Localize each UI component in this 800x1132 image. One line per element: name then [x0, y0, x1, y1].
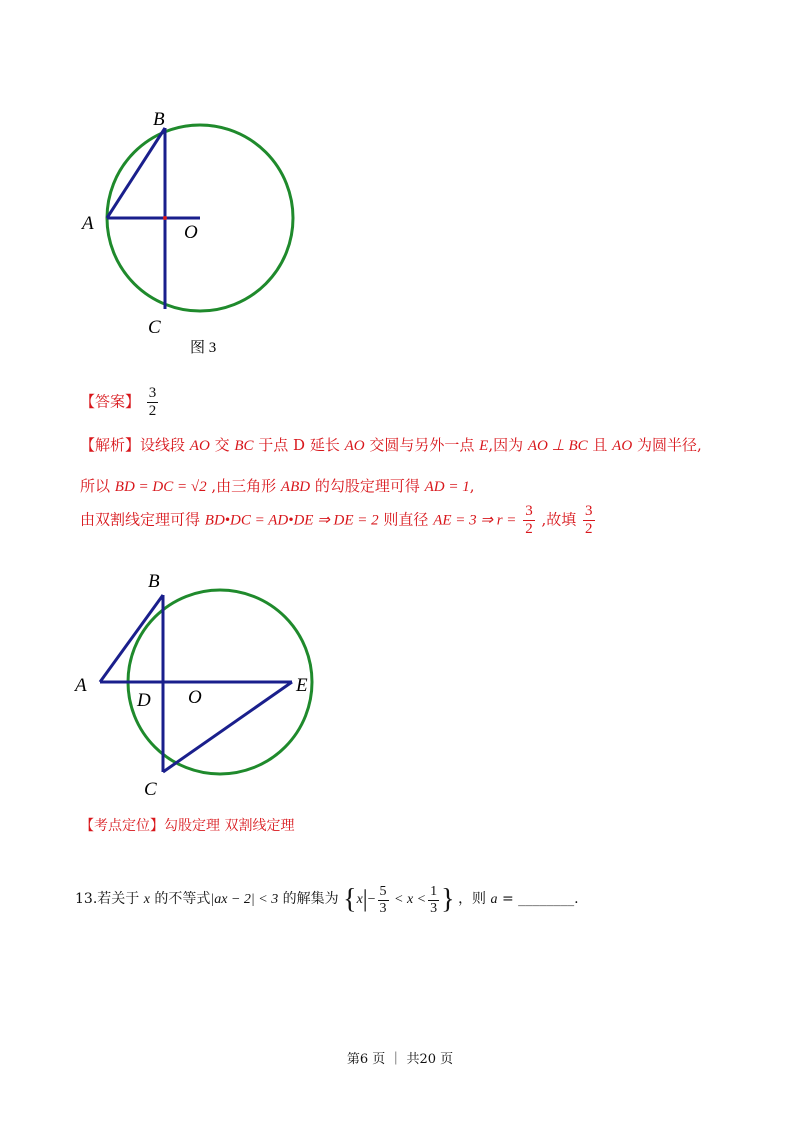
figure1-center-dot: [163, 216, 167, 220]
figure1-label-c: C: [148, 317, 161, 338]
answer-blank[interactable]: ________.: [518, 891, 579, 908]
figure-3-diagram: [60, 95, 320, 365]
figure2-label-o: O: [188, 687, 202, 708]
analysis-line-3: 由双割线定理可得 BD•DC = AD•DE ⇒ DE = 2 则直径 AE = 3 ⇒ r = $\frac{3}{2}$ ,故填 $\frac{3}{2}$: [80, 503, 593, 537]
figure2-label-b: B: [148, 571, 160, 592]
figure2-label-c: C: [144, 779, 157, 800]
analysis-line-1: 【解析】设线段 AO 交 BC 于点 D 延长 AO 交圆与另外一点 E,因为 AO ⊥ BC 且 AO 为圆半径,: [80, 436, 702, 454]
answer-fraction: $\frac{3}{2}$: [148, 385, 157, 419]
figure1-label-o: O: [184, 222, 198, 243]
answer-line: [80, 386, 160, 419]
figure2-label-e: E: [296, 675, 308, 696]
figure2-segment-ab: [100, 595, 163, 682]
kaodian-text: 勾股定理 双割线定理: [164, 818, 295, 834]
figure1-segment-ab: [107, 128, 165, 218]
figure2-label-d: D: [137, 690, 151, 711]
figure2-label-a: A: [75, 675, 87, 696]
solution-set: {x|− $\frac{5}{3}$ < x < $\frac{1}{3}$ }: [343, 883, 455, 916]
question-13: 13.若关于 x 的不等式|ax − 2| < 3 的解集为 {x|− $\frac{5}{3}$ < x < $\frac{1}{3}$ } ，则 a = ________.: [75, 883, 579, 916]
kaodian-line: [80, 815, 294, 835]
inequality: |ax − 2| < 3: [210, 892, 279, 908]
kaodian-tag: 【考点定位】: [80, 818, 164, 834]
solution-diagram: [60, 565, 360, 805]
figure1-caption: 图 3: [190, 340, 217, 356]
answer-tag: 【答案】: [80, 392, 141, 411]
figure1-label-b: B: [153, 109, 165, 130]
analysis-line-2: 所以 BD = DC = √2 ,由三角形 ABD 的勾股定理可得 AD = 1,: [80, 477, 475, 495]
fill-fraction: $\frac{3}{2}$: [585, 503, 593, 537]
page-footer: 第6 页 ｜ 共20 页: [346, 1052, 454, 1067]
radius-fraction: $\frac{3}{2}$: [525, 503, 533, 537]
analysis-tag: 【解析】: [80, 436, 141, 454]
figure1-label-a: A: [82, 213, 94, 234]
